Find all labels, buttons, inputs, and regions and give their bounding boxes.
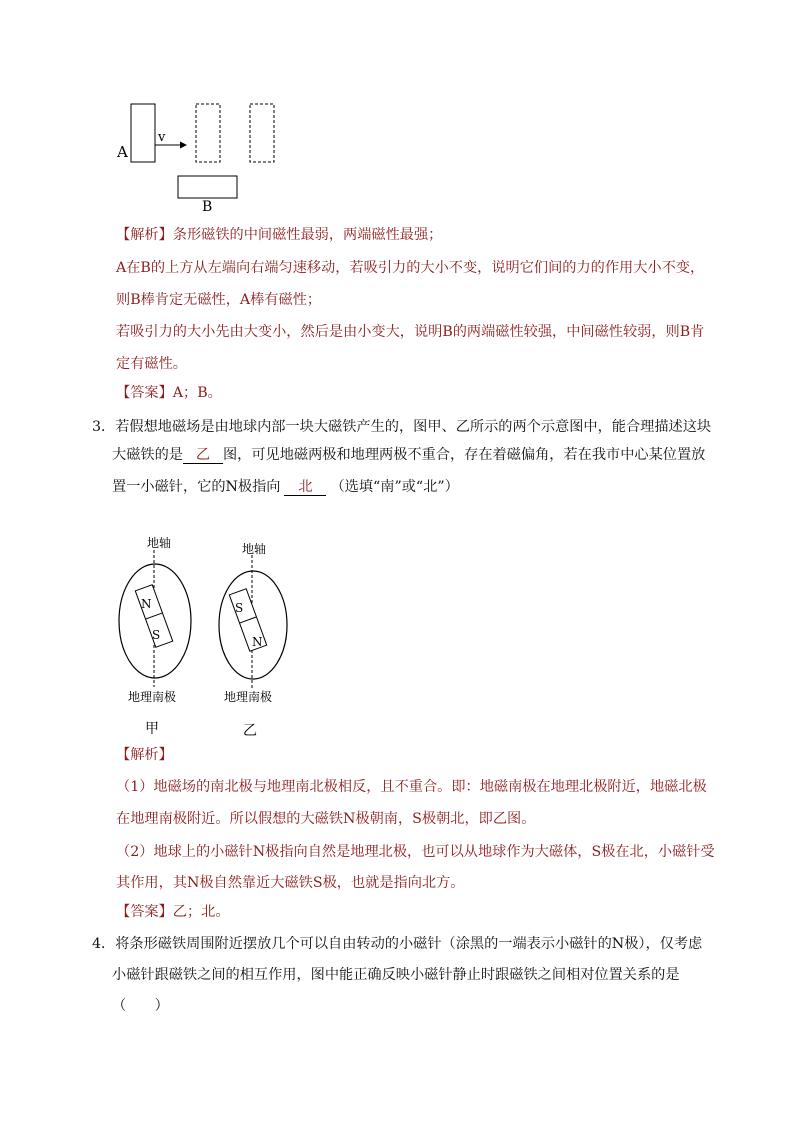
analysis1-line1 xyxy=(116,226,442,244)
label-v: v xyxy=(158,130,166,145)
right-axis-label: 地轴 xyxy=(242,542,267,556)
right-top-pole: S xyxy=(235,601,244,615)
right-south-label: 地理南极 xyxy=(224,690,273,704)
q3-blank2: 北 xyxy=(284,479,326,496)
magnet-a-dashed-1 xyxy=(196,104,220,162)
left-figure-name: 甲 xyxy=(145,721,159,737)
right-figure-name: 乙 xyxy=(243,723,257,739)
magnet-a-dashed-2 xyxy=(250,104,274,162)
q3-text3a: 置一小磁针，它的N极指向 xyxy=(112,479,281,495)
q3-text1: 若假想地磁场是由地球内部一块大磁铁产生的，图甲、乙所示的两个示意图中，能合理描述这块 xyxy=(115,419,712,435)
q4-line2: 小磁针跟磁铁之间的相互作用，图中能正确反映小磁针静止时跟磁铁之间相对位置关系的是 xyxy=(112,967,680,983)
magnets-ab-diagram xyxy=(110,96,300,216)
q3-text2b: 图，可见地磁两极和地理两极不重合，存在着磁偏角，若在我市中心某位置放 xyxy=(222,447,706,463)
velocity-arrow-head xyxy=(180,142,187,149)
analysis3-p2a: （2）地球上的小磁针N极指向自然是地理北极，也可以从地球作为大磁体，S极在北，小磁针受 xyxy=(116,844,715,860)
answer3-tag: 【答案】 xyxy=(116,904,173,920)
q3-blank1: 乙 xyxy=(183,447,223,464)
label-b: B xyxy=(202,199,213,215)
answer1 xyxy=(116,384,222,402)
earth-magnets-diagram xyxy=(110,532,310,712)
q4-number: 4． xyxy=(92,936,116,952)
q4-text1: 将条形磁铁周围附近摆放几个可以自由转动的小磁针（涂黑的一端表示小磁针的N极），仅考虑 xyxy=(115,936,703,952)
left-top-pole: N xyxy=(141,597,152,611)
analysis3-tag: 【解析】 xyxy=(116,747,173,763)
left-bottom-pole: S xyxy=(152,628,161,642)
analysis3-p1a: （1）地磁场的南北极与地理南北极相反，且不重合。即：地磁南极在地理北极附近，地磁北极 xyxy=(116,779,707,795)
analysis1-line5: 定有磁性。 xyxy=(116,356,187,372)
analysis3-p1b: 在地理南极附近。所以假想的大磁铁N极朝南，S极朝北，即乙图。 xyxy=(116,811,536,827)
answer3-text: 乙；北。 xyxy=(172,904,230,920)
answer1-text: A；B。 xyxy=(172,385,222,401)
q4-line3: （ ） xyxy=(112,998,169,1014)
analysis1-line2: A在B的上方从左端向右端匀速移动，若吸引力的大小不变，说明它们间的力的作用大小不变， xyxy=(116,260,705,276)
left-south-label: 地理南极 xyxy=(128,690,177,704)
q3-line1 xyxy=(92,418,711,436)
q4-line1 xyxy=(92,935,702,953)
analysis1-text1: 条形磁铁的中间磁性最弱，两端磁性最强； xyxy=(172,227,443,243)
magnet-b xyxy=(178,176,237,198)
q3-line3 xyxy=(112,478,459,496)
figure-earth-magnets xyxy=(110,532,310,742)
answer1-tag: 【答案】 xyxy=(116,385,173,401)
analysis1-line4: 若吸引力的大小先由大变小，然后是由小变大，说明B的两端磁性较强，中间磁性较弱，则B肯 xyxy=(116,324,705,340)
left-axis-label: 地轴 xyxy=(147,536,172,550)
magnet-a-solid xyxy=(131,104,155,162)
analysis3-p2b: 其作用，其N极自然靠近大磁铁S极，也就是指向北方。 xyxy=(116,875,465,891)
label-a: A xyxy=(117,143,128,161)
analysis1-line3: 则B棒肯定无磁性，A棒有磁性； xyxy=(116,292,322,308)
right-bottom-pole: N xyxy=(252,635,263,649)
q3-text2a: 大磁铁的是 xyxy=(112,447,183,463)
figure-magnets-ab xyxy=(110,96,300,216)
q3-number: 3． xyxy=(92,419,116,435)
answer3 xyxy=(116,903,230,921)
analysis1-tag: 【解析】 xyxy=(116,227,173,243)
q3-text3b: （选填“南”或“北”） xyxy=(330,479,459,495)
q3-line2 xyxy=(112,446,705,464)
